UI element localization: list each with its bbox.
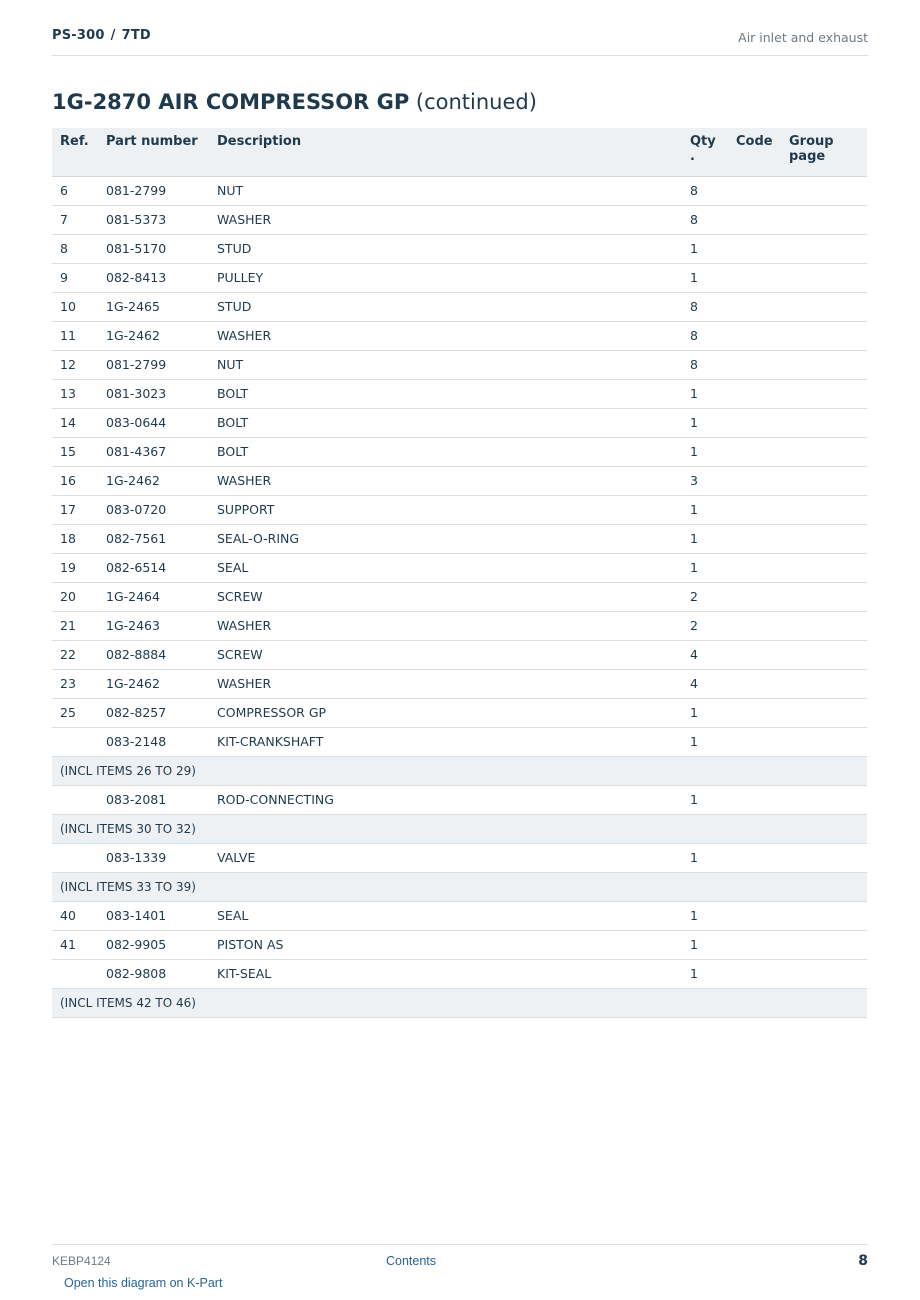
ref-cell: 20	[52, 582, 98, 611]
table-row	[52, 379, 867, 408]
ref-cell: 15	[52, 437, 98, 466]
code-cell	[728, 408, 781, 437]
group-page-cell	[781, 785, 867, 814]
code-cell	[728, 321, 781, 350]
table-row	[52, 292, 867, 321]
ref-cell: 9	[52, 263, 98, 292]
ref-cell: 21	[52, 611, 98, 640]
description-cell: STUD	[209, 292, 682, 321]
ref-cell: 23	[52, 669, 98, 698]
part-number-cell: 082-8257	[98, 698, 209, 727]
description-cell: BOLT	[209, 379, 682, 408]
part-number-cell: 083-0644	[98, 408, 209, 437]
code-cell	[728, 669, 781, 698]
group-page-cell	[781, 553, 867, 582]
ref-cell	[52, 843, 98, 872]
column-header-ref: Ref.	[52, 128, 98, 176]
group-page-cell	[781, 437, 867, 466]
parts-table	[52, 128, 867, 1018]
section-label: Air inlet and exhaust	[738, 30, 868, 45]
description-cell: KIT-CRANKSHAFT	[209, 727, 682, 756]
qty-cell: 4	[682, 669, 728, 698]
description-cell: WASHER	[209, 669, 682, 698]
ref-cell	[52, 785, 98, 814]
description-cell: SCREW	[209, 640, 682, 669]
title-suffix: (continued)	[409, 90, 537, 114]
qty-cell: 8	[682, 292, 728, 321]
group-page-cell	[781, 959, 867, 988]
code-cell	[728, 901, 781, 930]
included-items-row	[52, 872, 867, 901]
column-header-part-number: Part number	[98, 128, 209, 176]
ref-cell	[52, 727, 98, 756]
description-cell: WASHER	[209, 466, 682, 495]
group-page-cell	[781, 263, 867, 292]
description-cell: VALVE	[209, 843, 682, 872]
description-cell: COMPRESSOR GP	[209, 698, 682, 727]
qty-cell: 1	[682, 901, 728, 930]
description-cell: BOLT	[209, 437, 682, 466]
ref-cell: 19	[52, 553, 98, 582]
code-cell	[728, 930, 781, 959]
qty-cell: 8	[682, 176, 728, 205]
qty-cell: 8	[682, 350, 728, 379]
part-number-cell: 081-5373	[98, 205, 209, 234]
qty-cell: 1	[682, 843, 728, 872]
code-cell	[728, 437, 781, 466]
group-page-cell	[781, 698, 867, 727]
code-cell	[728, 466, 781, 495]
qty-cell: 1	[682, 379, 728, 408]
ref-cell: 14	[52, 408, 98, 437]
group-page-cell	[781, 292, 867, 321]
group-page-cell	[781, 234, 867, 263]
table-row	[52, 350, 867, 379]
part-number-cell: 081-5170	[98, 234, 209, 263]
code-cell	[728, 959, 781, 988]
group-page-cell	[781, 379, 867, 408]
table-row	[52, 582, 867, 611]
qty-cell: 8	[682, 321, 728, 350]
description-cell: WASHER	[209, 321, 682, 350]
included-items-row	[52, 756, 867, 785]
open-diagram-link[interactable]: Open this diagram on K-Part	[64, 1276, 223, 1290]
parts-table-body	[52, 176, 867, 1017]
part-number-cell: 083-2081	[98, 785, 209, 814]
table-row	[52, 901, 867, 930]
table-row	[52, 640, 867, 669]
model-name: PS-300	[52, 28, 105, 43]
table-row	[52, 524, 867, 553]
group-page-cell	[781, 321, 867, 350]
part-number-cell: 083-1401	[98, 901, 209, 930]
code-cell	[728, 292, 781, 321]
part-number-cell: 081-2799	[98, 176, 209, 205]
table-row	[52, 263, 867, 292]
assembly-code: 1G-2870 AIR COMPRESSOR GP	[52, 90, 410, 114]
column-header-code: Code	[728, 128, 781, 176]
group-page-cell	[781, 640, 867, 669]
table-row	[52, 466, 867, 495]
column-header-description: Description	[209, 128, 682, 176]
qty-cell: 1	[682, 727, 728, 756]
page-number: 8	[858, 1253, 868, 1269]
group-page-cell	[781, 843, 867, 872]
table-row	[52, 234, 867, 263]
contents-link[interactable]: Contents	[386, 1254, 437, 1268]
table-row	[52, 727, 867, 756]
table-row	[52, 785, 867, 814]
code-cell	[728, 379, 781, 408]
code-cell	[728, 350, 781, 379]
part-number-cell: 082-7561	[98, 524, 209, 553]
qty-cell: 1	[682, 930, 728, 959]
code-cell	[728, 698, 781, 727]
code-cell	[728, 263, 781, 292]
code-cell	[728, 727, 781, 756]
table-row	[52, 669, 867, 698]
qty-cell: 1	[682, 785, 728, 814]
description-cell: NUT	[209, 350, 682, 379]
code-cell	[728, 553, 781, 582]
page-header	[52, 28, 868, 56]
description-cell: WASHER	[209, 611, 682, 640]
ref-cell: 25	[52, 698, 98, 727]
group-page-cell	[781, 727, 867, 756]
ref-cell: 41	[52, 930, 98, 959]
part-number-cell: 083-1339	[98, 843, 209, 872]
description-cell: SEAL	[209, 553, 682, 582]
qty-cell: 1	[682, 437, 728, 466]
table-row	[52, 408, 867, 437]
ref-cell: 16	[52, 466, 98, 495]
description-cell: ROD-CONNECTING	[209, 785, 682, 814]
qty-cell: 2	[682, 611, 728, 640]
group-page-cell	[781, 930, 867, 959]
group-page-cell	[781, 669, 867, 698]
description-cell: SEAL	[209, 901, 682, 930]
table-row	[52, 698, 867, 727]
ref-cell: 12	[52, 350, 98, 379]
included-items-row	[52, 988, 867, 1017]
column-header-group-page: Group page	[781, 128, 867, 176]
table-row	[52, 495, 867, 524]
group-page-cell	[781, 611, 867, 640]
ref-cell: 22	[52, 640, 98, 669]
ref-cell: 10	[52, 292, 98, 321]
part-number-cell: 082-9905	[98, 930, 209, 959]
code-cell	[728, 176, 781, 205]
code-cell	[728, 611, 781, 640]
table-row	[52, 843, 867, 872]
included-items-note: (INCL ITEMS 30 TO 32)	[52, 814, 867, 843]
group-page-cell	[781, 350, 867, 379]
table-header-row	[52, 128, 867, 176]
group-page-cell	[781, 176, 867, 205]
description-cell: KIT-SEAL	[209, 959, 682, 988]
part-number-cell: 083-0720	[98, 495, 209, 524]
group-page-cell	[781, 495, 867, 524]
part-number-cell: 1G-2462	[98, 669, 209, 698]
part-number-cell: 1G-2465	[98, 292, 209, 321]
part-number-cell: 081-2799	[98, 350, 209, 379]
table-row	[52, 930, 867, 959]
description-cell: SUPPORT	[209, 495, 682, 524]
code-cell	[728, 785, 781, 814]
ref-cell: 17	[52, 495, 98, 524]
part-number-cell: 082-9808	[98, 959, 209, 988]
part-number-cell: 081-4367	[98, 437, 209, 466]
ref-cell: 11	[52, 321, 98, 350]
qty-cell: 1	[682, 234, 728, 263]
code-cell	[728, 843, 781, 872]
ref-cell	[52, 959, 98, 988]
table-row	[52, 321, 867, 350]
qty-cell: 1	[682, 408, 728, 437]
page-footer	[52, 1244, 868, 1273]
engine-name: 7TD	[121, 28, 151, 43]
qty-cell: 1	[682, 495, 728, 524]
included-items-note: (INCL ITEMS 42 TO 46)	[52, 988, 867, 1017]
group-page-cell	[781, 582, 867, 611]
qty-cell: 1	[682, 698, 728, 727]
description-cell: BOLT	[209, 408, 682, 437]
table-row	[52, 437, 867, 466]
part-number-cell: 083-2148	[98, 727, 209, 756]
ref-cell: 8	[52, 234, 98, 263]
part-number-cell: 1G-2463	[98, 611, 209, 640]
part-number-cell: 1G-2462	[98, 466, 209, 495]
table-row	[52, 959, 867, 988]
code-cell	[728, 495, 781, 524]
header-separator: /	[110, 28, 116, 43]
description-cell: WASHER	[209, 205, 682, 234]
ref-cell: 7	[52, 205, 98, 234]
qty-cell: 4	[682, 640, 728, 669]
qty-cell: 1	[682, 553, 728, 582]
description-cell: PISTON AS	[209, 930, 682, 959]
description-cell: PULLEY	[209, 263, 682, 292]
included-items-row	[52, 814, 867, 843]
qty-cell: 1	[682, 263, 728, 292]
group-page-cell	[781, 466, 867, 495]
model-engine-label	[52, 28, 151, 43]
code-cell	[728, 582, 781, 611]
part-number-cell: 082-6514	[98, 553, 209, 582]
table-row	[52, 553, 867, 582]
document-id: KEBP4124	[52, 1254, 111, 1268]
part-number-cell: 081-3023	[98, 379, 209, 408]
code-cell	[728, 640, 781, 669]
ref-cell: 13	[52, 379, 98, 408]
page-title	[52, 90, 537, 114]
group-page-cell	[781, 408, 867, 437]
table-row	[52, 205, 867, 234]
included-items-note: (INCL ITEMS 33 TO 39)	[52, 872, 867, 901]
group-page-cell	[781, 205, 867, 234]
part-number-cell: 1G-2464	[98, 582, 209, 611]
part-number-cell: 082-8413	[98, 263, 209, 292]
code-cell	[728, 524, 781, 553]
qty-cell: 3	[682, 466, 728, 495]
column-header-qty: Qty .	[682, 128, 728, 176]
table-row	[52, 176, 867, 205]
qty-cell: 1	[682, 524, 728, 553]
description-cell: SEAL-O-RING	[209, 524, 682, 553]
qty-cell: 2	[682, 582, 728, 611]
group-page-cell	[781, 524, 867, 553]
ref-cell: 40	[52, 901, 98, 930]
table-row	[52, 611, 867, 640]
code-cell	[728, 234, 781, 263]
description-cell: SCREW	[209, 582, 682, 611]
description-cell: STUD	[209, 234, 682, 263]
code-cell	[728, 205, 781, 234]
ref-cell: 18	[52, 524, 98, 553]
part-number-cell: 082-8884	[98, 640, 209, 669]
qty-cell: 8	[682, 205, 728, 234]
description-cell: NUT	[209, 176, 682, 205]
part-number-cell: 1G-2462	[98, 321, 209, 350]
included-items-note: (INCL ITEMS 26 TO 29)	[52, 756, 867, 785]
group-page-cell	[781, 901, 867, 930]
ref-cell: 6	[52, 176, 98, 205]
qty-cell: 1	[682, 959, 728, 988]
